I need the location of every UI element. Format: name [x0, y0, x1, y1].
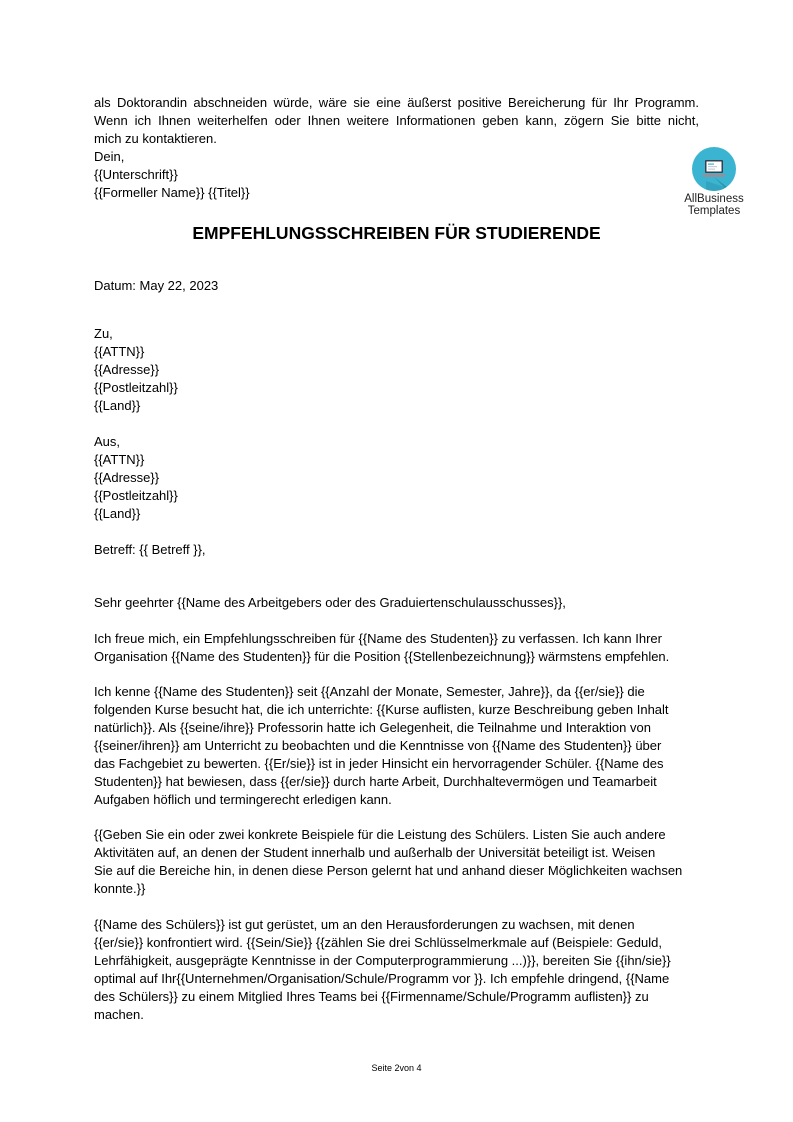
- closing-block: [94, 94, 699, 202]
- paragraph-2-line: Studenten}} hat bewiesen, dass {{er/sie}} durch harte Arbeit, Durchhaltevermögen und Teamarbeit: [94, 774, 657, 789]
- logo-circle: [692, 147, 736, 191]
- paragraph-1: [94, 630, 699, 666]
- closing-line-3: mich zu kontaktieren.: [94, 131, 217, 146]
- subject-line: Betreff: {{ Betreff }},: [94, 542, 206, 557]
- paragraph-3: [94, 826, 699, 898]
- paragraph-4-line: {{Name des Schülers}} ist gut gerüstet, um an den Herausforderungen zu wachsen, mit denen: [94, 917, 635, 932]
- logo-line-1: AllBusiness: [684, 193, 744, 205]
- paragraph-4-line: Lehrfähigkeit, ausgeprägte Kenntnisse in der Computerprogrammierung ...)}}, bereiten Sie {{ihn/sie}}: [94, 953, 671, 968]
- recipient-block: [94, 325, 699, 415]
- recipient-postcode: {{Postleitzahl}}: [94, 380, 178, 395]
- paragraph-1-line: Ich freue mich, ein Empfehlungsschreiben für {{Name des Studenten}} zu verfassen. Ich kann Ihrer: [94, 631, 662, 646]
- paragraph-4-line: optimal auf Ihr{{Unternehmen/Organisation/Schule/Programm vor }}. Ich empfehle dringend, {{Name: [94, 971, 670, 986]
- paragraph-3-line: {{Geben Sie ein oder zwei konkrete Beispiele für die Leistung des Schülers. Listen Sie auch andere: [94, 827, 666, 842]
- paragraph-3-line: Sie auf die Bereiche hin, in denen diese Person gelernt hat und anhand dieser Möglichkeiten wachsen: [94, 863, 683, 878]
- sender-label: Aus,: [94, 434, 121, 449]
- logo-text: [680, 193, 748, 217]
- signature-placeholder: {{Unterschrift}}: [94, 167, 178, 182]
- closing-line-2: Wenn ich Ihnen weiterhelfen oder Ihnen weitere Informationen geben kann, zögern Sie bitte nicht,: [94, 113, 699, 128]
- paragraph-2-line: natürlich}}. Als {{seine/ihre}} Professorin hatte ich Gelegenheit, die Teilnahme und Interaktion von: [94, 720, 651, 735]
- logo-line-2: Templates: [687, 205, 741, 217]
- closing-line-1: als Doktorandin abschneiden würde, wäre sie eine äußerst positive Bereicherung für Ihr Programm.: [94, 95, 699, 110]
- paragraph-2-line: Ich kenne {{Name des Studenten}} seit {{Anzahl der Monate, Semester, Jahre}}, da {{er/sie}} die: [94, 684, 645, 699]
- paragraph-2-line: {{seiner/ihren}} am Unterricht zu beobachten und die Kenntnisse von {{Name des Studenten}} über: [94, 738, 662, 753]
- document-title: EMPFEHLUNGSSCHREIBEN FÜR STUDIERENDE: [192, 223, 601, 243]
- paragraph-1-line: Organisation {{Name des Studenten}} für die Position {{Stellenbezeichnung}} wärmstens empfehlen.: [94, 649, 670, 664]
- salutation: Sehr geehrter {{Name des Arbeitgebers oder des Graduiertenschulausschusses}},: [94, 595, 566, 610]
- recipient-label: Zu,: [94, 326, 113, 341]
- paragraph-4-line: {{er/sie}} konfrontiert wird. {{Sein/Sie}} {{zählen Sie drei Schlüsselmerkmale auf (Beispiele: Geduld,: [94, 935, 663, 950]
- sender-address: {{Adresse}}: [94, 470, 160, 485]
- formal-name-placeholder: {{Formeller Name}} {{Titel}}: [94, 185, 250, 200]
- allbusiness-templates-logo: [680, 147, 748, 217]
- paragraph-4-line: machen.: [94, 1007, 144, 1022]
- sender-block: [94, 433, 699, 523]
- sender-postcode: {{Postleitzahl}}: [94, 488, 178, 503]
- paragraph-4-line: des Schülers}} zu einem Mitglied Ihres Teams bei {{Firmenname/Schule/Programm auflisten}} zu: [94, 989, 649, 1004]
- recipient-country: {{Land}}: [94, 398, 141, 413]
- sender-country: {{Land}}: [94, 506, 141, 521]
- paragraph-2-line: das Fachgebiet zu bewerten. {{Er/sie}} ist in jeder Hinsicht ein hervorragender Schüler. {{Name des: [94, 756, 664, 771]
- paragraph-2-line: folgenden Kurse besucht hat, die ich unterrichte: {{Kurse auflisten, kurze Beschreibung geben Inhalt: [94, 702, 669, 717]
- recipient-address: {{Adresse}}: [94, 362, 160, 377]
- sender-attn: {{ATTN}}: [94, 452, 145, 467]
- page-number-footer: Seite 2von 4: [371, 1063, 422, 1073]
- paragraph-2: [94, 683, 699, 809]
- closing-line-4: Dein,: [94, 149, 125, 164]
- date-line: Datum: May 22, 2023: [94, 278, 219, 293]
- paragraph-3-line: Aktivitäten auf, an denen der Student innerhalb und außerhalb der Universität beteiligt ist. Weisen: [94, 845, 656, 860]
- paragraph-4: [94, 916, 699, 1024]
- recipient-attn: {{ATTN}}: [94, 344, 145, 359]
- paragraph-2-line: Aufgaben höflich und termingerecht erledigen kann.: [94, 792, 392, 807]
- paragraph-3-line: konnte.}}: [94, 881, 146, 896]
- laptop-icon: [692, 147, 736, 191]
